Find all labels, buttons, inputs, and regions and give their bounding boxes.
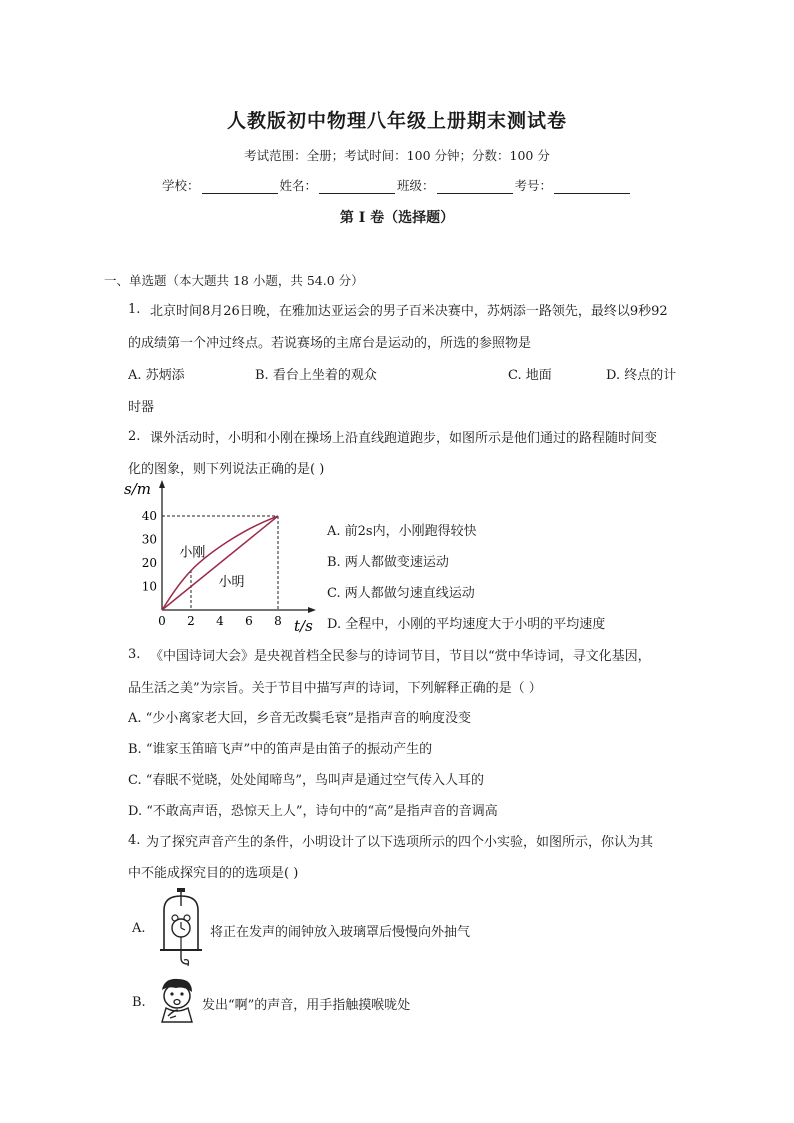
y-tick-label: 40	[141, 509, 157, 523]
q3-option-a[interactable]: A. “少小离家老大回，乡音无改鬓毛衰”是指声音的响度没变	[128, 711, 471, 726]
q4-option-b-letter[interactable]: B.	[132, 995, 146, 1010]
number-blank[interactable]	[554, 180, 630, 194]
class-blank[interactable]	[437, 180, 513, 194]
q2-option-d[interactable]: D. 全程中，小刚的平均速度大于小明的平均速度	[327, 617, 606, 632]
q3-stem-line1: 《中国诗词大会》是央视首档全民参与的诗词节目，节目以“赏中华诗词，寻文化基因，	[150, 649, 651, 664]
exam-info: 考试范围：全册；考试时间：100 分钟；分数：100 分	[244, 148, 550, 163]
q2-number: 2.	[128, 429, 141, 444]
y-axis-arrow	[159, 480, 165, 488]
q4-option-a-letter[interactable]: A.	[132, 921, 146, 936]
q3-number: 3.	[128, 647, 141, 662]
number-label: 考号：	[514, 178, 553, 193]
y-tick-label: 30	[141, 532, 157, 547]
x-tick-label: 4	[216, 614, 224, 628]
st-graph	[118, 472, 318, 634]
q4-stem-line1: 为了探究声音产生的条件，小明设计了以下选项所示的四个小实验，如图所示，你认为其	[146, 835, 654, 850]
annotation-xiaogang: 小刚	[179, 545, 206, 561]
q2-option-a[interactable]: A. 前2s内，小刚跑得较快	[327, 524, 477, 539]
y-tick-label: 10	[141, 579, 157, 594]
q2-stem-line2: 化的图象，则下列说法正确的是( )	[128, 462, 325, 477]
x-axis-arrow	[308, 607, 316, 613]
x-tick-label: 0	[158, 614, 166, 628]
x-axis-label: t/s	[294, 617, 313, 634]
q1-option-d[interactable]: D. 终点的计	[606, 368, 677, 383]
q2-option-c[interactable]: C. 两人都做匀速直线运动	[327, 586, 475, 601]
annotation-xiaoming: 小明	[218, 574, 245, 590]
q3-stem-line2: 品生活之美”为宗旨。关于节目中描写声的诗词，下列解释正确的是（ ）	[128, 681, 542, 696]
q3-option-d[interactable]: D. “不敢高声语，恐惊天上人”，诗句中的“高”是指声音的音调高	[128, 804, 498, 819]
q4-stem-line2: 中不能成探究目的的选项是( )	[128, 866, 299, 881]
q1-option-c[interactable]: C. 地面	[508, 368, 552, 383]
x-tick-label: 8	[274, 614, 282, 628]
q1-stem-line2: 的成绩第一个冲过终点。若说赛场的主席台是运动的，所选的参照物是	[128, 336, 532, 351]
q4-number: 4.	[128, 833, 141, 848]
y-axis-label: s/m	[124, 480, 151, 498]
series-xiaoming-line	[162, 516, 278, 610]
q1-number: 1.	[128, 302, 141, 317]
volume-heading: 第 I 卷（选择题）	[339, 210, 455, 226]
q4-option-b-text[interactable]: 发出“啊”的声音，用手指触摸喉咙处	[202, 998, 411, 1013]
q2-stem-line1: 课外活动时，小明和小刚在操场上沿直线跑道跑步，如图所示是他们通过的路程随时间变	[150, 431, 658, 446]
q1-option-b[interactable]: B. 看台上坐着的观众	[255, 368, 377, 383]
school-blank[interactable]	[202, 180, 278, 194]
q1-option-d-wrap: 时器	[128, 400, 155, 415]
page-title: 人教版初中物理八年级上册期末测试卷	[226, 110, 567, 132]
q2-option-b[interactable]: B. 两人都做变速运动	[327, 555, 449, 570]
q1-stem-line1: 北京时间8月26日晚，在雅加达亚运会的男子百米决赛中，苏炳添一路领先，最终以9秒92	[150, 304, 668, 319]
bell-jar-icon	[158, 888, 204, 968]
name-blank[interactable]	[319, 180, 395, 194]
student-fields	[162, 176, 632, 194]
x-tick-label: 6	[245, 614, 253, 628]
person-touching-throat-icon	[154, 976, 200, 1024]
section-heading: 一、单选题（本大题共 18 小题，共 54.0 分）	[104, 273, 364, 288]
name-label: 姓名：	[279, 178, 318, 193]
y-tick-label: 20	[141, 556, 157, 570]
school-label: 学校：	[162, 178, 200, 193]
q4-option-a-text[interactable]: 将正在发声的闹钟放入玻璃罩后慢慢向外抽气	[210, 925, 471, 940]
q3-option-c[interactable]: C. “春眠不觉晓，处处闻啼鸟”，鸟叫声是通过空气传入人耳的	[128, 773, 485, 788]
class-label: 班级：	[397, 178, 435, 193]
q1-option-a[interactable]: A. 苏炳添	[128, 368, 185, 383]
q3-option-b[interactable]: B. “谁家玉笛暗飞声”中的笛声是由笛子的振动产生的	[128, 742, 433, 757]
x-tick-label: 2	[187, 614, 195, 628]
